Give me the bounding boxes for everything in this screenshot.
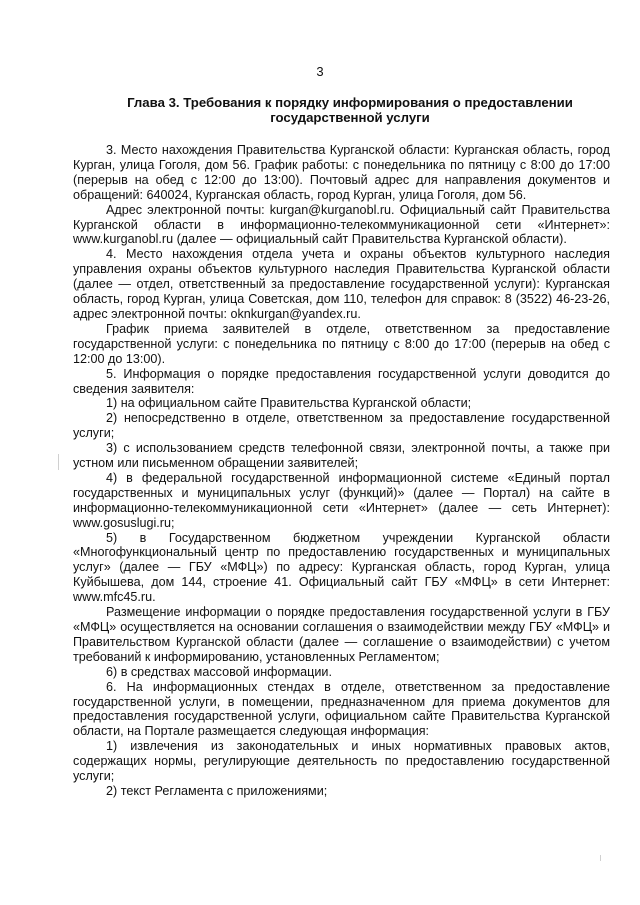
scan-artifact — [58, 454, 59, 470]
list-item: 1) на официальном сайте Правительства Курганской области; — [106, 396, 472, 411]
scan-artifact — [600, 855, 601, 861]
chapter-heading: Глава 3. Требования к порядку информирования о предоставлении государственной услуги — [127, 95, 573, 125]
list-item: 3) с использованием средств телефонной связи, электронной почты, а также при устном или письменном обращении заявителей; — [73, 441, 610, 471]
list-item: 5) в Государственном бюджетном учреждении Курганской области «Многофункциональный центр по предоставлению государственных и муниципальных услуг» (далее — ГБУ «МФЦ») по адресу: Курганская область, город Курган, улица Куйбышева, дом 144, строение 41. Официальный сайт ГБУ «МФЦ» в сети Интернет: www.mfc45.ru. — [73, 530, 610, 605]
paragraph: График приема заявителей в отделе, ответственном за предоставление государственной услуги: с понедельника по пятницу с 8:00 до 17:00 (перерыв на обед с 12:00 до 13:00). — [73, 321, 610, 366]
paragraph: 4. Место нахождения отдела учета и охраны объектов культурного наследия управления охраны объектов культурного наследия Правительства Курганской области (далее — отдел, ответственный за предоставление государственной услуги): Курганская область, город Курган, улица Советская, дом 110, телефон для справок: 8 (3522) 46-23-26, адрес электронной почты: oknkurgan@yandex.ru. — [73, 247, 610, 321]
body-text — [73, 143, 610, 799]
paragraph: 6. На информационных стендах в отделе, ответственном за предоставление государственной услуги, в помещении, предназначенном для приема документов для предоставления государственной услуги, официальном сайте Правительства Курганской области, на Портале размещается следующая информация: — [73, 679, 610, 739]
list-item: 1) извлечения из законодательных и иных нормативных правовых актов, содержащих нормы, регулирующие деятельность по предоставлению государственной услуги; — [73, 739, 610, 784]
paragraph: Адрес электронной почты: kurgan@kurganobl.ru. Официальный сайт Правительства Курганской области в информационно-телекоммуникационной сети «Интернет»: www.kurganobl.ru (далее — официальный сайт Правительства Курганской области). — [73, 202, 610, 247]
list-item: 6) в средствах массовой информации. — [106, 664, 332, 679]
paragraph: 5. Информация о порядке предоставления государственной услуги доводится до сведения заявителя: — [73, 366, 610, 396]
list-item: 2) непосредственно в отделе, ответственном за предоставление государственной услуги; — [73, 411, 610, 441]
list-item: 2) текст Регламента с приложениями; — [106, 783, 328, 798]
paragraph: Размещение информации о порядке предоставления государственной услуги в ГБУ «МФЦ» осуществляется на основании соглашения о взаимодействии между ГБУ «МФЦ» и Правительством Курганской области (далее — соглашение о взаимодействии) с учетом требований к информированию, установленных Регламентом; — [73, 605, 610, 664]
list-item: 4) в федеральной государственной информационной системе «Единый портал государственных и муниципальных услуг (функций)» (далее — Портал) на сайте в информационно-телекоммуникационной сети «Интернет» (далее — сеть Интернет): www.gosuslugi.ru; — [73, 470, 610, 530]
paragraph: 3. Место нахождения Правительства Курганской области: Курганская область, город Курган, улица Гоголя, дом 56. График работы: с понедельника по пятницу с 8:00 до 17:00 (перерыв на обед с 12:00 до 13:00). Почтовый адрес для направления документов и обращений: 640024, Курганская область, город Курган, улица Гоголя, дом 56. — [73, 143, 610, 202]
page-number: 3 — [316, 64, 324, 79]
